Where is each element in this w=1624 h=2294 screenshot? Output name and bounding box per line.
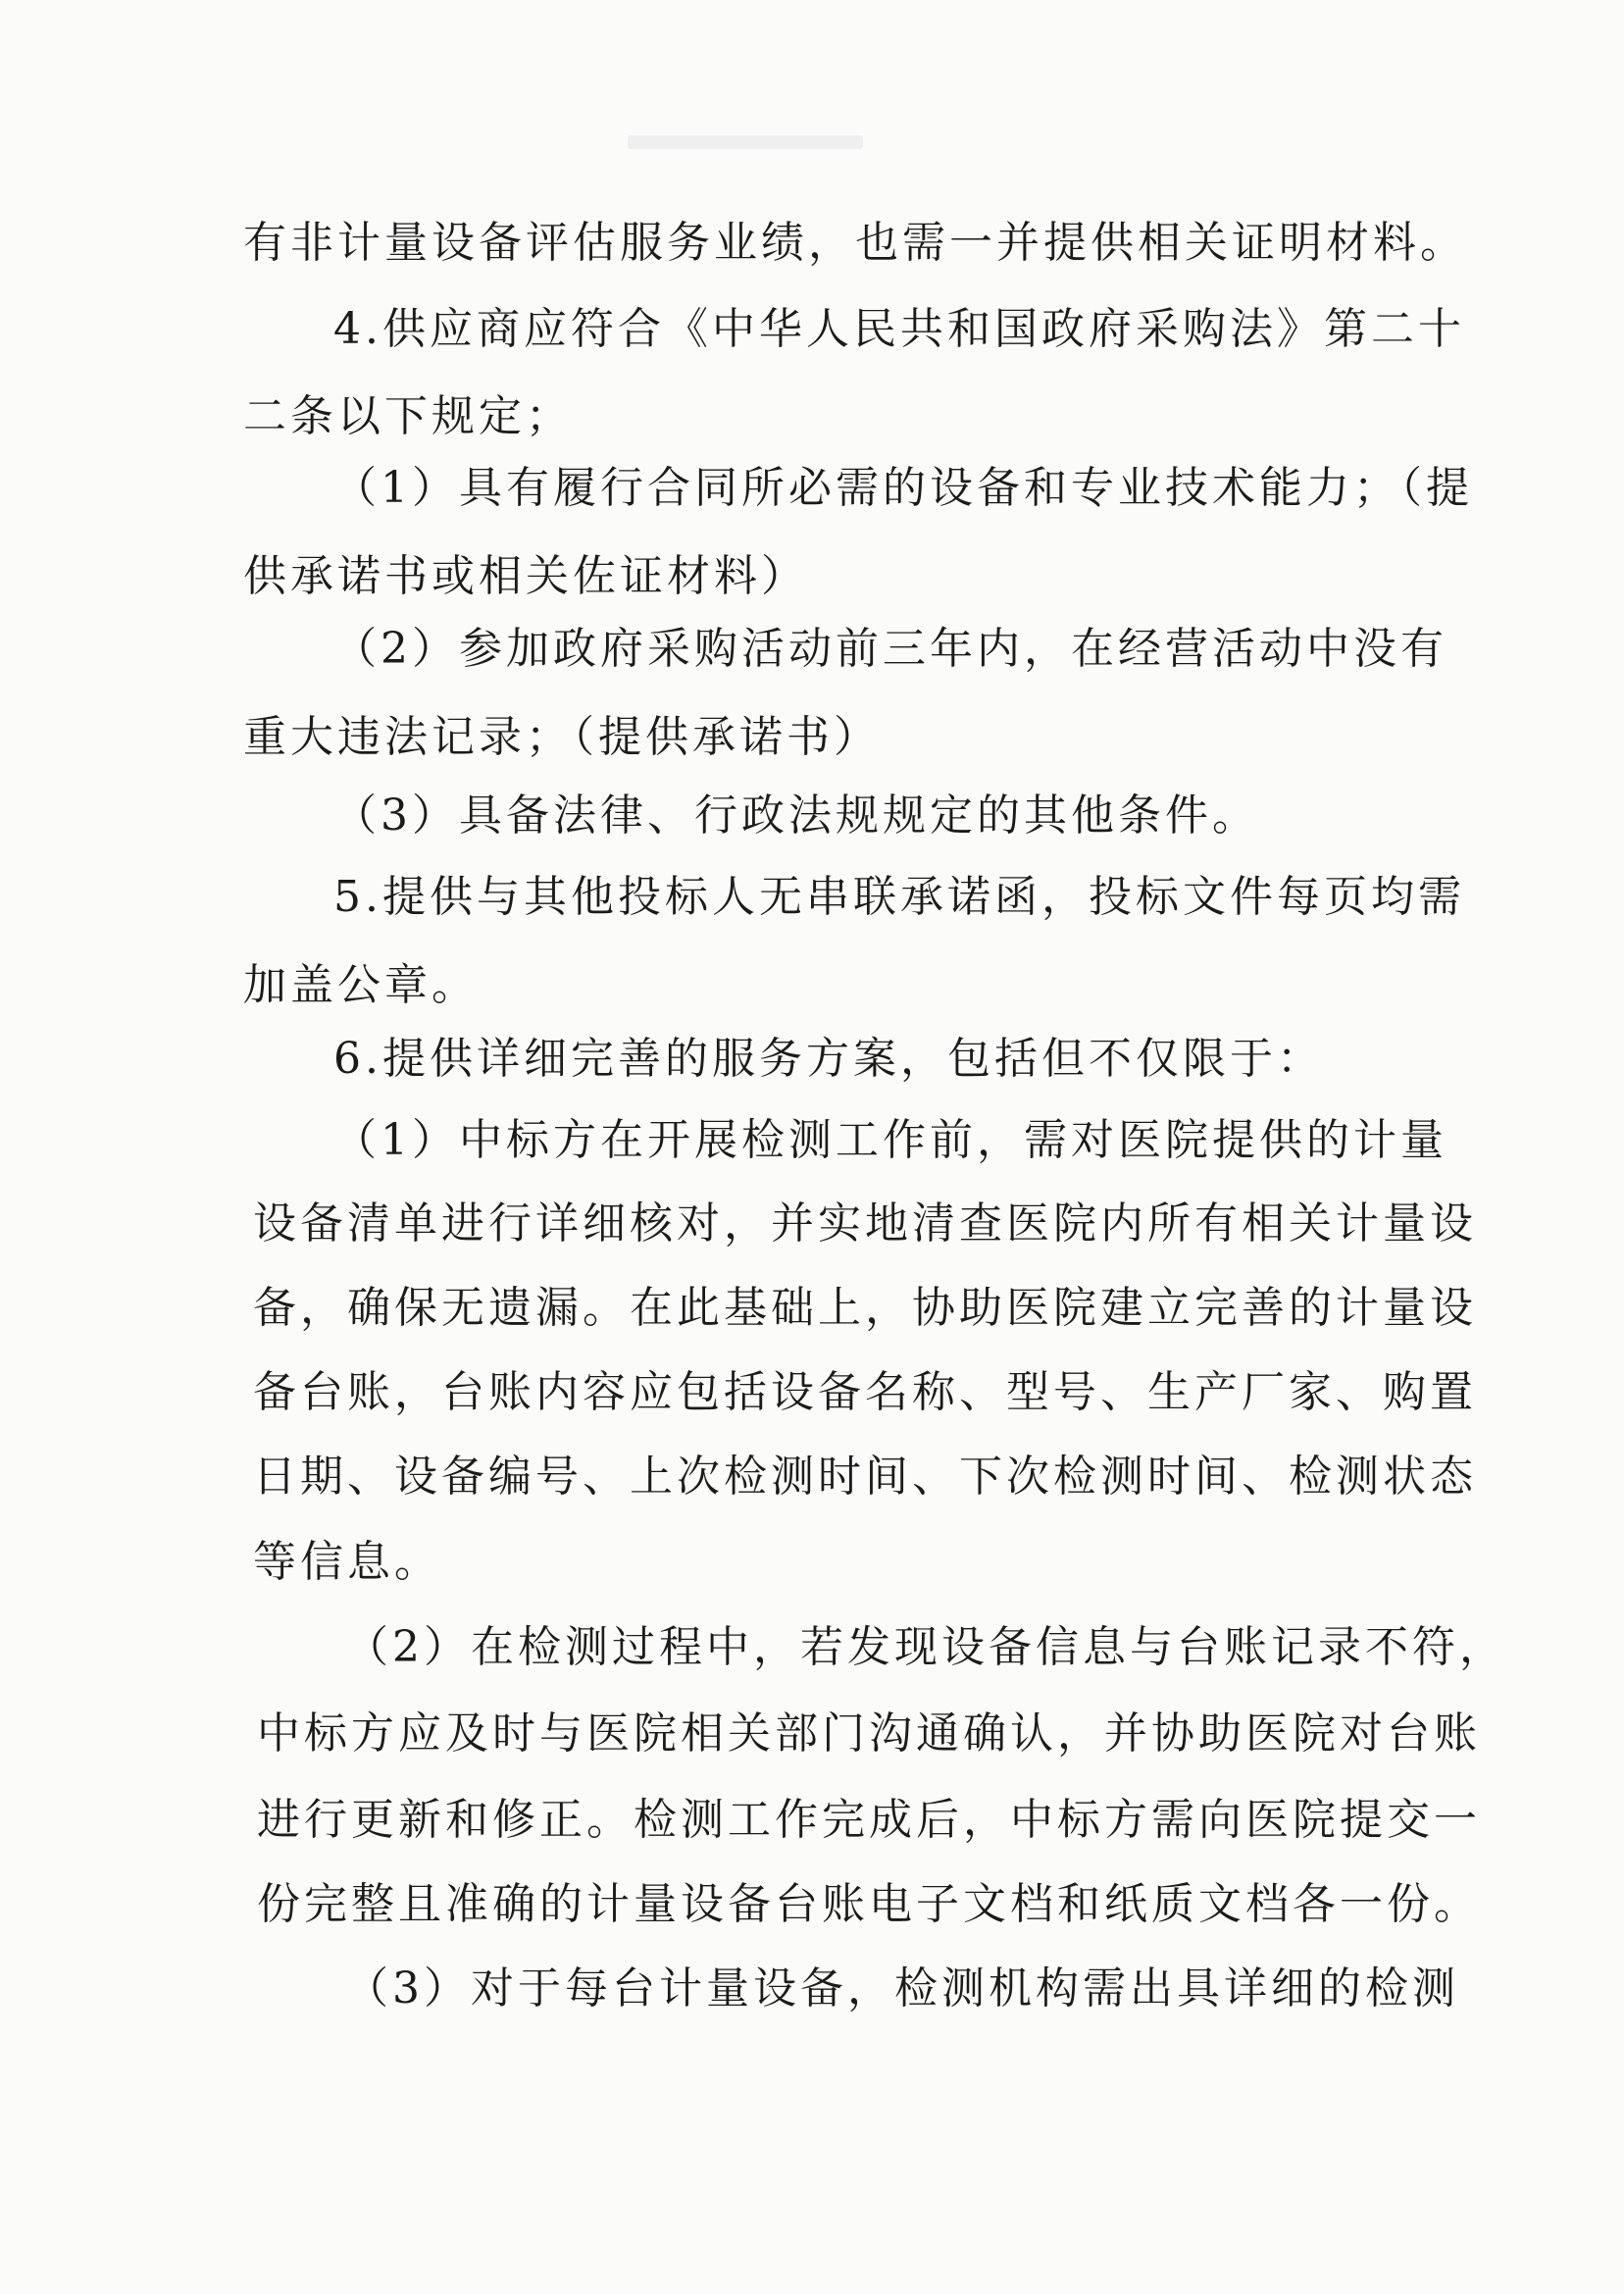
text-line: （1）中标方在开展检测工作前，需对医院提供的计量: [333, 1115, 1447, 1165]
scan-bleed-mark: [628, 135, 863, 149]
text-line: 中标方应及时与医院相关部门沟通确认，并协助医院对台账: [257, 1708, 1481, 1759]
text-line: 二条以下规定；: [243, 391, 573, 441]
text-line: 备台账，台账内容应包括设备名称、型号、生产厂家、购置: [253, 1367, 1477, 1417]
text-line: 重大违法记录；（提供承诺书）: [243, 712, 881, 762]
text-line: （1）具有履行合同所必需的设备和专业技术能力；（提: [333, 463, 1473, 513]
text-line: 份完整且准确的计量设备台账电子文档和纸质文档各一份。: [257, 1879, 1481, 1929]
text-line: 6.提供详细完善的服务方案，包括但不仅限于：: [333, 1034, 1324, 1084]
text-line: （2）在检测过程中，若发现设备信息与台账记录不符，: [345, 1622, 1506, 1672]
text-line: 4.供应商应符合《中华人民共和国政府采购法》第二十: [333, 304, 1465, 354]
text-line: 等信息。: [253, 1537, 441, 1587]
text-line: 加盖公章。: [243, 960, 479, 1010]
text-line: （3）对于每台计量设备，检测机构需出具详细的检测: [345, 1963, 1459, 2014]
text-line: 备，确保无遗漏。在此基础上，协助医院建立完善的计量设: [253, 1283, 1477, 1333]
text-line: 有非计量设备评估服务业绩，也需一并提供相关证明材料。: [243, 218, 1467, 268]
text-line: 进行更新和修正。检测工作完成后，中标方需向医院提交一: [257, 1795, 1481, 1845]
text-line: 设备清单进行详细核对，并实地清查医院内所有相关计量设: [253, 1198, 1477, 1249]
text-line: 5.提供与其他投标人无串联承诺函，投标文件每页均需: [333, 872, 1465, 922]
text-line: 日期、设备编号、上次检测时间、下次检测时间、检测状态: [253, 1452, 1477, 1502]
text-line: 供承诺书或相关佐证材料）: [243, 551, 808, 601]
text-line: （3）具备法律、行政法规规定的其他条件。: [333, 790, 1259, 841]
text-line: （2）参加政府采购活动前三年内，在经营活动中没有: [333, 624, 1447, 674]
